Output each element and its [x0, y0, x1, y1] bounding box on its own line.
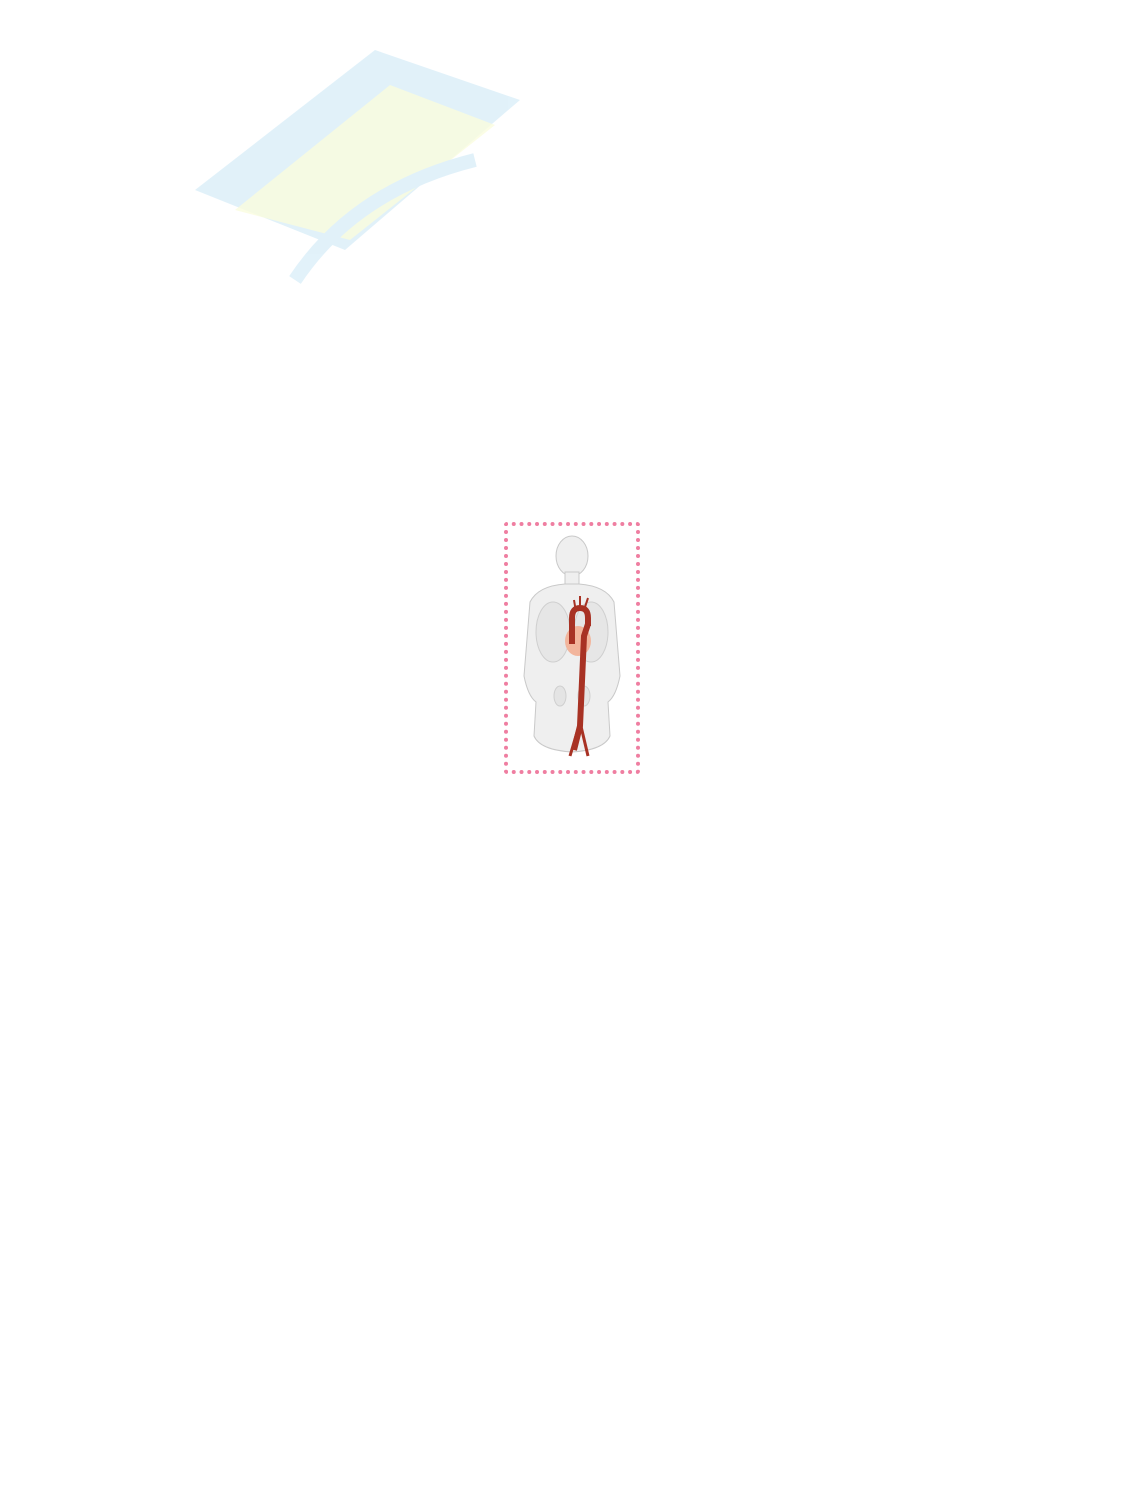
aorta-figure [504, 522, 640, 774]
watermark-logo [175, 40, 535, 290]
human-torso-aorta-icon [508, 526, 636, 770]
